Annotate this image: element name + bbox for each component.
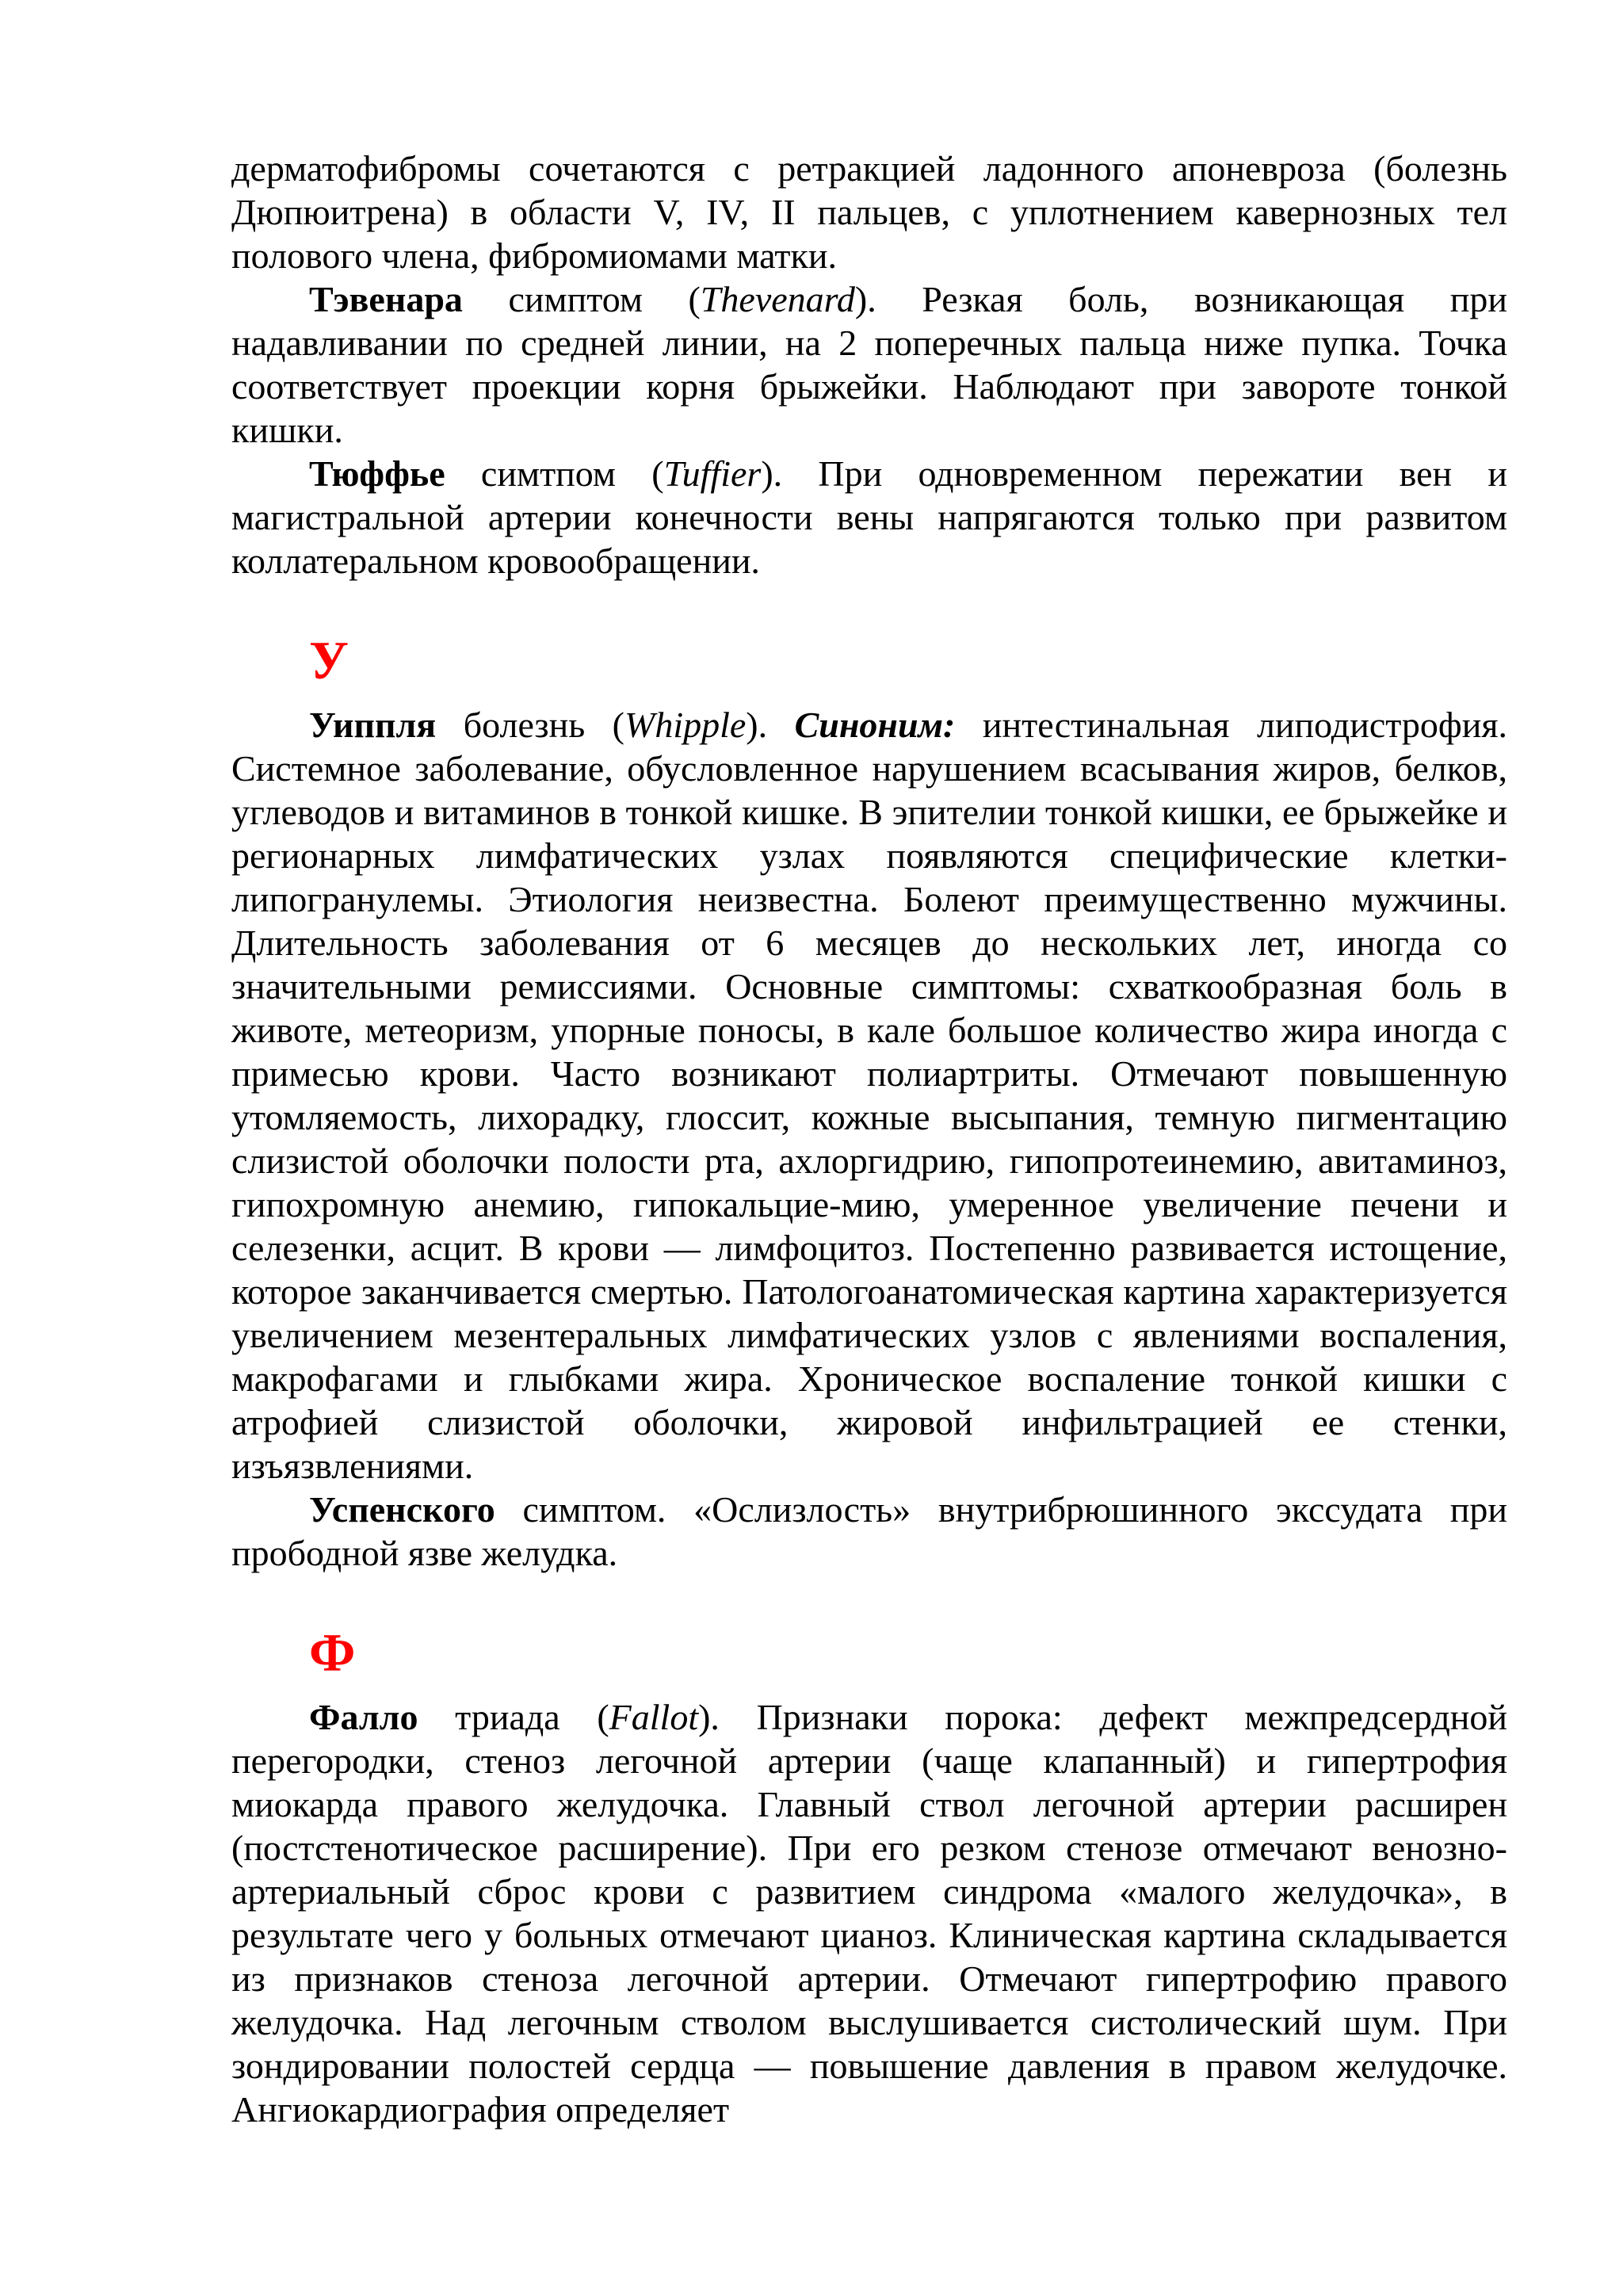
text-fallot: ). Признаки порока: дефект межпредсердной перегородки, стеноз легочной артерии (чаще клапанный) и гипертрофия миокарда правого желудочка. Главный ствол легочной артерии расширен (постстенотическое расширение). При его резком стенозе отмечают венозно-артериальный сброс крови с развитием синдрома «малого желудочка», в результате чего у больных отмечают цианоз. Клиническая картина складывается из признаков стеноза легочной артерии. Отмечают гипертрофию правого желудочка. Над легочным стволом выслушивается систолический шум. При зондировании полостей сердца — повышение давления в правом желудочке. Ангиокардиография определяет [231, 1697, 1507, 2130]
intro-paragraph [231, 147, 1507, 277]
type-tuffier: симтпом ( [445, 453, 664, 494]
entry-whipple [231, 703, 1507, 1488]
term-fallot: Фалло [309, 1697, 418, 1737]
text-tuffier: ). При одновременном пережатии вен и магистральной артерии конечности вены напрягаются только при развитом коллатеральном кровообращении. [231, 453, 1507, 581]
entry-fallot [231, 1695, 1507, 2131]
eponym-tuffier: Tuffier [663, 453, 762, 494]
type-thevenard: симптом ( [462, 279, 701, 319]
document-page [231, 147, 1507, 2131]
section-heading-u: У [309, 630, 349, 690]
entry-uspensky [231, 1488, 1507, 1575]
synonym-label: Синоним: [794, 705, 956, 745]
entry-tuffier [231, 452, 1507, 583]
term-thevenard: Тэвенара [309, 279, 463, 319]
entry-thevenard [231, 277, 1507, 452]
type-fallot: триада ( [418, 1697, 609, 1737]
term-tuffier: Тюффье [309, 453, 445, 494]
text-uspensky: симптом. «Ослизлость» внутрибрюшинного экссудата при прободной язве желудка. [231, 1489, 1507, 1573]
eponym-thevenard: Thevenard [700, 279, 855, 319]
type-whipple: болезнь ( [436, 705, 624, 745]
term-whipple: Уиппля [309, 705, 437, 745]
text-whipple: интестинальная липодистрофия. Системное заболевание, обусловленное нарушением всасывания жиров, белков, углеводов и витаминов в тонкой кишке. В эпителии тонкой кишки, ее брыжейке и регионарных лимфатических узлах появляются специфические клетки-липогранулемы. Этиология неизвестна. Болеют преимущественно мужчины. Длительность заболевания от 6 месяцев до нескольких лет, иногда со значительными ремиссиями. Основные симптомы: схваткообразная боль в животе, метеоризм, упорные поносы, в кале большое количество жира иногда с примесью крови. Часто возникают полиартриты. Отмечают повышенную утомляемость, лихорадку, глоссит, кожные высыпания, темную пигментацию слизистой оболочки полости рта, ахлоргидрию, гипопротеинемию, авитаминоз, гипохромную анемию, гипокальцие-мию, умеренное увеличение печени и селезенки, асцит. В крови — лимфоцитоз. Постепенно развивается истощение, которое заканчивается смертью. Патологоанатомическая картина характеризуется увеличением мезентеральных лимфатических узлов с явлениями воспаления, макрофагами и глыбками жира. Хроническое воспаление тонкой кишки с атрофией слизистой оболочки, жировой инфильтрацией ее стенки, изъязвлениями. [231, 705, 1507, 1486]
intro-text: дерматофибромы сочетаются с ретракцией ладонного апоневроза (болезнь Дюпюитрена) в области V, IV, II пальцев, с уплотнением кавернозных тел полового члена, фибромиомами матки. [231, 148, 1507, 276]
after-eponym-whipple: ). [746, 705, 795, 745]
text-thevenard: ). Резкая боль, возникающая при надавливании по средней линии, на 2 поперечных пальца ниже пупка. Точка соответствует проекции корня брыжейки. Наблюдают при завороте тонкой кишки. [231, 279, 1507, 450]
eponym-whipple: Whipple [624, 705, 747, 745]
eponym-fallot: Fallot [609, 1697, 699, 1737]
term-uspensky: Успенского [309, 1489, 495, 1530]
section-heading-f: Ф [309, 1622, 356, 1683]
